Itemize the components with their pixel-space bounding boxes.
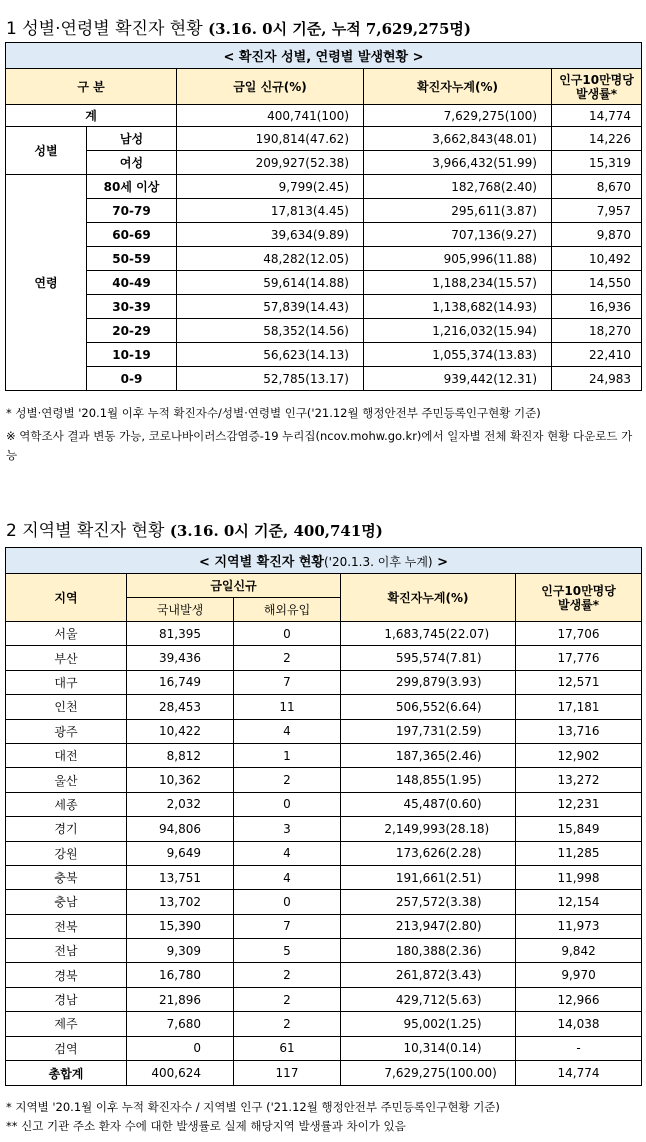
row-region: 인천: [6, 695, 127, 719]
row-label: 여성: [87, 151, 177, 175]
row-cum-pct: (0.14): [446, 1036, 516, 1060]
row-region: 대전: [6, 743, 127, 767]
row-cum-count: 257,572: [341, 890, 446, 914]
row-label: 0-9: [87, 367, 177, 391]
row-cum-pct: (5.63): [446, 987, 516, 1011]
caption-period: ('20.1.3. 이후 누계): [323, 555, 433, 569]
table-row: [6, 841, 642, 865]
row-label: 70-79: [87, 199, 177, 223]
row-cum-pct: (1.25): [446, 1012, 516, 1036]
row-rate: 18,270: [552, 319, 642, 343]
row-domestic: 16,749: [127, 670, 234, 694]
row-imported: 2: [234, 987, 341, 1011]
row-imported: 4: [234, 865, 341, 889]
row-rate: 15,319: [552, 151, 642, 175]
region-table: [5, 547, 642, 1086]
row-domestic: 9,309: [127, 939, 234, 963]
total-cum-pct: (100.00): [446, 1061, 516, 1086]
header-new-today: 금일신규: [127, 574, 341, 598]
row-imported: 0: [234, 792, 341, 816]
row-region: 전북: [6, 914, 127, 938]
row-cum-count: 191,661: [341, 865, 446, 889]
row-label: 20-29: [87, 319, 177, 343]
table-row: [6, 743, 642, 767]
row-imported: 3: [234, 817, 341, 841]
row-new-today: 57,839(14.43): [177, 295, 364, 319]
row-imported: 2: [234, 1012, 341, 1036]
row-cum-pct: (3.38): [446, 890, 516, 914]
section2-subtitle: (3.16. 0시 기준, 400,741명): [169, 522, 383, 540]
row-cum-count: 10,314: [341, 1036, 446, 1060]
row-cum-count: 595,574: [341, 646, 446, 670]
table-row: [6, 127, 642, 151]
note-line: * 지역별 '20.1월 이후 누적 확진자수 / 지역별 인구 ('21.12월 행정안전부 주민등록인구현황 기준): [6, 1100, 500, 1114]
row-rate: 12,966: [516, 987, 642, 1011]
table-row: [6, 151, 642, 175]
row-cum-count: 506,552: [341, 695, 446, 719]
row-domestic: 15,390: [127, 914, 234, 938]
row-label: 40-49: [87, 271, 177, 295]
row-cum-pct: (2.51): [446, 865, 516, 889]
total-region: 총합계: [6, 1061, 127, 1086]
total-new-today: 400,741(100): [177, 105, 364, 127]
total-imported: 117: [234, 1061, 341, 1086]
row-domestic: 0: [127, 1036, 234, 1060]
row-cum-count: 180,388: [341, 939, 446, 963]
row-rate: 8,670: [552, 175, 642, 199]
row-cumulative: 1,138,682(14.93): [364, 295, 552, 319]
row-cumulative: 295,611(3.87): [364, 199, 552, 223]
row-rate: 14,226: [552, 127, 642, 151]
gender-group-label: 성별: [6, 127, 87, 175]
table-row: [6, 295, 642, 319]
row-domestic: 81,395: [127, 622, 234, 646]
row-rate: 16,936: [552, 295, 642, 319]
row-new-today: 48,282(12.05): [177, 247, 364, 271]
row-rate: 11,973: [516, 914, 642, 938]
row-cum-count: 148,855: [341, 768, 446, 792]
row-rate: 13,716: [516, 719, 642, 743]
row-region: 대구: [6, 670, 127, 694]
row-cum-pct: (6.64): [446, 695, 516, 719]
row-region: 부산: [6, 646, 127, 670]
row-imported: 2: [234, 768, 341, 792]
row-cumulative: 182,768(2.40): [364, 175, 552, 199]
row-domestic: 16,780: [127, 963, 234, 987]
row-region: 전남: [6, 939, 127, 963]
row-cum-count: 187,365: [341, 743, 446, 767]
total-cumulative: 7,629,275(100): [364, 105, 552, 127]
row-domestic: 94,806: [127, 817, 234, 841]
total-row: [6, 1061, 642, 1086]
row-label: 60-69: [87, 223, 177, 247]
age-group-label: 연령: [6, 175, 87, 391]
row-domestic: 10,422: [127, 719, 234, 743]
row-cum-pct: (2.46): [446, 743, 516, 767]
table-row: [6, 1036, 642, 1060]
table-row: [6, 890, 642, 914]
row-new-today: 17,813(4.45): [177, 199, 364, 223]
section2-notes: [6, 1098, 636, 1136]
row-cum-pct: (2.36): [446, 939, 516, 963]
table-row: [6, 367, 642, 391]
row-region: 광주: [6, 719, 127, 743]
section1-notes: [6, 404, 636, 465]
row-rate: 11,285: [516, 841, 642, 865]
row-domestic: 13,751: [127, 865, 234, 889]
row-cum-pct: (1.95): [446, 768, 516, 792]
row-domestic: 13,702: [127, 890, 234, 914]
row-cum-count: 261,872: [341, 963, 446, 987]
row-rate: 17,181: [516, 695, 642, 719]
row-imported: 2: [234, 646, 341, 670]
row-imported: 7: [234, 670, 341, 694]
table-row: [6, 646, 642, 670]
section2-title: [6, 516, 383, 541]
row-cumulative: 3,966,432(51.99): [364, 151, 552, 175]
table-row: [6, 175, 642, 199]
caption-main: < 지역별 확진자 현황: [199, 555, 324, 570]
row-rate: 14,038: [516, 1012, 642, 1036]
table1-caption: < 확진자 성별, 연령별 발생현황 >: [6, 43, 642, 69]
total-rate: 14,774: [516, 1061, 642, 1086]
row-rate: 9,842: [516, 939, 642, 963]
row-cum-count: 173,626: [341, 841, 446, 865]
row-cum-count: 429,712: [341, 987, 446, 1011]
row-label: 10-19: [87, 343, 177, 367]
row-new-today: 39,634(9.89): [177, 223, 364, 247]
header-region: 지역: [6, 574, 127, 622]
row-cum-count: 1,683,745: [341, 622, 446, 646]
row-rate: 11,998: [516, 865, 642, 889]
row-cum-pct: (2.59): [446, 719, 516, 743]
row-domestic: 39,436: [127, 646, 234, 670]
row-domestic: 28,453: [127, 695, 234, 719]
header-rate: [516, 574, 642, 622]
row-imported: 4: [234, 719, 341, 743]
row-imported: 4: [234, 841, 341, 865]
table-row: [6, 914, 642, 938]
table-row: [6, 865, 642, 889]
row-imported: 61: [234, 1036, 341, 1060]
total-cum-count: 7,629,275: [341, 1061, 446, 1086]
row-rate: 12,571: [516, 670, 642, 694]
section2-heading: 2 지역별 확진자 현황: [6, 521, 165, 541]
row-cum-count: 213,947: [341, 914, 446, 938]
header-imported: 해외유입: [234, 598, 341, 622]
row-label: 80세 이상: [87, 175, 177, 199]
caption-end: >: [432, 555, 449, 570]
row-cum-count: 299,879: [341, 670, 446, 694]
row-cumulative: 1,188,234(15.57): [364, 271, 552, 295]
table-row: [6, 247, 642, 271]
row-rate: 17,776: [516, 646, 642, 670]
row-rate: 15,849: [516, 817, 642, 841]
row-imported: 0: [234, 890, 341, 914]
row-cum-count: 95,002: [341, 1012, 446, 1036]
row-rate: 9,970: [516, 963, 642, 987]
total-rate: 14,774: [552, 105, 642, 127]
header-cumulative: 확진자누계(%): [341, 574, 516, 622]
row-label: 50-59: [87, 247, 177, 271]
row-new-today: 190,814(47.62): [177, 127, 364, 151]
row-region: 울산: [6, 768, 127, 792]
total-label: 계: [6, 105, 177, 127]
table-row: [6, 695, 642, 719]
row-cumulative: 3,662,843(48.01): [364, 127, 552, 151]
note-line: * 성별·연령별 '20.1월 이후 누적 확진자수/성별·연령별 인구('21.12월 행정안전부 주민등록인구현황 기준): [6, 406, 541, 420]
header-new-today: 금일 신규(%): [177, 69, 364, 105]
table-row: [6, 939, 642, 963]
header-domestic: 국내발생: [127, 598, 234, 622]
row-rate: 17,706: [516, 622, 642, 646]
row-region: 제주: [6, 1012, 127, 1036]
table-row: [6, 343, 642, 367]
row-cum-pct: (0.60): [446, 792, 516, 816]
row-rate: 12,231: [516, 792, 642, 816]
row-region: 경남: [6, 987, 127, 1011]
gender-age-table: [5, 42, 642, 391]
row-region: 경기: [6, 817, 127, 841]
row-imported: 7: [234, 914, 341, 938]
table-row: [6, 199, 642, 223]
row-new-today: 59,614(14.88): [177, 271, 364, 295]
table-row: [6, 817, 642, 841]
row-domestic: 8,812: [127, 743, 234, 767]
row-region: 강원: [6, 841, 127, 865]
row-cumulative: 1,055,374(13.83): [364, 343, 552, 367]
row-imported: 5: [234, 939, 341, 963]
table-row: [6, 963, 642, 987]
row-new-today: 9,799(2.45): [177, 175, 364, 199]
row-label: 30-39: [87, 295, 177, 319]
table-row: [6, 105, 642, 127]
row-domestic: 9,649: [127, 841, 234, 865]
row-imported: 1: [234, 743, 341, 767]
row-cum-pct: (7.81): [446, 646, 516, 670]
row-new-today: 56,623(14.13): [177, 343, 364, 367]
table-row: [6, 271, 642, 295]
row-rate: 12,902: [516, 743, 642, 767]
table-row: [6, 768, 642, 792]
row-cum-count: 197,731: [341, 719, 446, 743]
header-rate: [552, 69, 642, 105]
row-domestic: 2,032: [127, 792, 234, 816]
section1-heading: 1 성별·연령별 확진자 현황: [6, 19, 203, 39]
row-new-today: 209,927(52.38): [177, 151, 364, 175]
table2-caption: [6, 548, 642, 574]
row-region: 서울: [6, 622, 127, 646]
table-row: [6, 1012, 642, 1036]
row-cumulative: 1,216,032(15.94): [364, 319, 552, 343]
row-cum-pct: (22.07): [446, 622, 516, 646]
row-cum-count: 45,487: [341, 792, 446, 816]
row-cumulative: 707,136(9.27): [364, 223, 552, 247]
total-domestic: 400,624: [127, 1061, 234, 1086]
table-row: [6, 792, 642, 816]
row-rate: 22,410: [552, 343, 642, 367]
row-label: 남성: [87, 127, 177, 151]
row-domestic: 21,896: [127, 987, 234, 1011]
row-cum-count: 2,149,993: [341, 817, 446, 841]
row-region: 경북: [6, 963, 127, 987]
row-cum-pct: (28.18): [446, 817, 516, 841]
row-region: 검역: [6, 1036, 127, 1060]
row-cumulative: 905,996(11.88): [364, 247, 552, 271]
table-row: [6, 319, 642, 343]
table-row: [6, 670, 642, 694]
table-row: [6, 719, 642, 743]
header-rate-line2: 발생률*: [575, 86, 618, 101]
row-cumulative: 939,442(12.31): [364, 367, 552, 391]
row-region: 충북: [6, 865, 127, 889]
row-rate: 24,983: [552, 367, 642, 391]
table-row: [6, 223, 642, 247]
header-rate-line2: 발생률*: [558, 597, 600, 612]
row-rate: 12,154: [516, 890, 642, 914]
table-row: [6, 622, 642, 646]
header-category: 구 분: [6, 69, 177, 105]
row-rate: 14,550: [552, 271, 642, 295]
table-row: [6, 987, 642, 1011]
row-cum-pct: (2.28): [446, 841, 516, 865]
note-line: ** 신고 기관 주소 환자 수에 대한 발생률로 실제 해당지역 발생률과 차이가 있음: [6, 1119, 406, 1133]
row-domestic: 10,362: [127, 768, 234, 792]
row-rate: 9,870: [552, 223, 642, 247]
row-new-today: 52,785(13.17): [177, 367, 364, 391]
header-rate-line1: 인구10만명당: [541, 583, 616, 598]
row-imported: 11: [234, 695, 341, 719]
row-new-today: 58,352(14.56): [177, 319, 364, 343]
section1-title: [6, 14, 471, 39]
row-rate: 10,492: [552, 247, 642, 271]
header-cumulative: 확진자누계(%): [364, 69, 552, 105]
note-line: ※ 역학조사 결과 변동 가능, 코로나바이러스감염증-19 누리집(ncov.mohw.go.kr)에서 일자별 전체 확진자 현황 다운로드 가능: [6, 429, 633, 462]
row-cum-pct: (3.93): [446, 670, 516, 694]
row-region: 세종: [6, 792, 127, 816]
row-rate: -: [516, 1036, 642, 1060]
row-domestic: 7,680: [127, 1012, 234, 1036]
header-rate-line1: 인구10만명당: [559, 72, 634, 87]
row-region: 충남: [6, 890, 127, 914]
row-cum-pct: (3.43): [446, 963, 516, 987]
row-imported: 0: [234, 622, 341, 646]
row-rate: 13,272: [516, 768, 642, 792]
row-imported: 2: [234, 963, 341, 987]
row-cum-pct: (2.80): [446, 914, 516, 938]
row-rate: 7,957: [552, 199, 642, 223]
section1-subtitle: (3.16. 0시 기준, 누적 7,629,275명): [208, 20, 472, 38]
